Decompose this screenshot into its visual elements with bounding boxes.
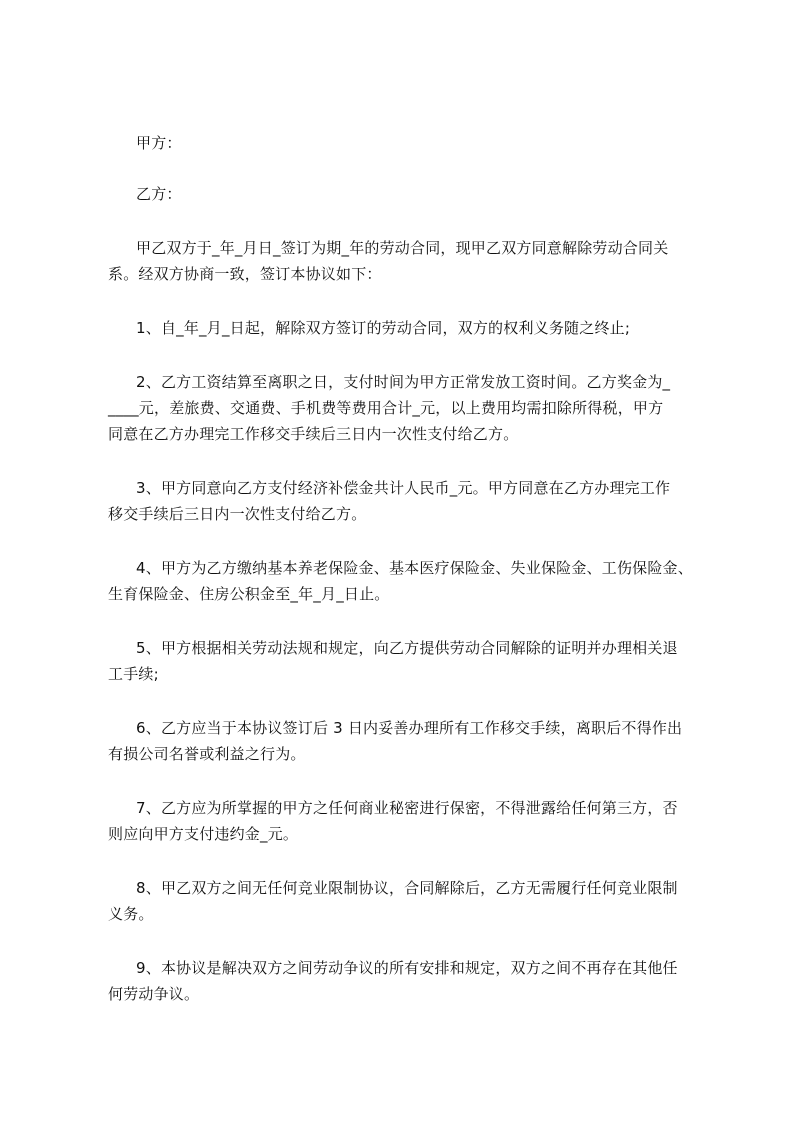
clause-2-line-3: 同意在乙方办理完工作移交手续后三日内一次性支付给乙方。 (108, 425, 519, 443)
intro-line-2: 系。经双方协商一致，签订本协议如下： (108, 265, 382, 283)
clause-6-line-2: 有损公司名誉或利益之行为。 (108, 745, 306, 763)
clause-6-line-1: 6、乙方应当于本协议签订后 3 日内妥善办理所有工作移交手续，离职后不得作出 (136, 719, 683, 737)
party-a-label: 甲方： (136, 134, 182, 152)
clause-5-line-1: 5、甲方根据相关劳动法规和规定，向乙方提供劳动合同解除的证明并办理相关退 (136, 639, 678, 657)
clause-5-line-2: 工手续; (108, 665, 159, 683)
clause-8-line-2: 义务。 (108, 905, 154, 923)
clause-2-line-2: ____元，差旅费、交通费、手机费等费用合计_元，以上费用均需扣除所得税，甲方 (108, 399, 664, 417)
clause-1-line-1: 1、自_年_月_日起，解除双方签订的劳动合同，双方的权利义务随之终止; (136, 319, 631, 337)
clause-7-line-1: 7、乙方应为所掌握的甲方之任何商业秘密进行保密，不得泄露给任何第三方，否 (136, 799, 678, 817)
clause-3-line-2: 移交手续后三日内一次性支付给乙方。 (108, 505, 367, 523)
clause-9-line-2: 何劳动争议。 (108, 985, 200, 1003)
clause-2-line-1: 2、乙方工资结算至离职之日，支付时间为甲方正常发放工资时间。乙方奖金为_ (136, 373, 671, 391)
clause-4-line-1: 4、甲方为乙方缴纳基本养老保险金、基本医疗保险金、失业保险金、工伤保险金、 (136, 559, 693, 577)
party-b-label: 乙方： (136, 185, 182, 203)
clause-3-line-1: 3、甲方同意向乙方支付经济补偿金共计人民币_元。甲方同意在乙方办理完工作 (136, 479, 671, 497)
clause-7-line-2: 则应向甲方支付违约金_元。 (108, 825, 299, 843)
clause-9-line-1: 9、本协议是解决双方之间劳动争议的所有安排和规定，双方之间不再存在其他任 (136, 959, 678, 977)
clause-4-line-2: 生育保险金、住房公积金至_年_月_日止。 (108, 585, 390, 603)
clause-8-line-1: 8、甲乙双方之间无任何竞业限制协议，合同解除后，乙方无需履行任何竞业限制 (136, 879, 678, 897)
intro-line-1: 甲乙双方于_年_月日_签订为期_年的劳动合同，现甲乙双方同意解除劳动合同关 (136, 239, 669, 257)
